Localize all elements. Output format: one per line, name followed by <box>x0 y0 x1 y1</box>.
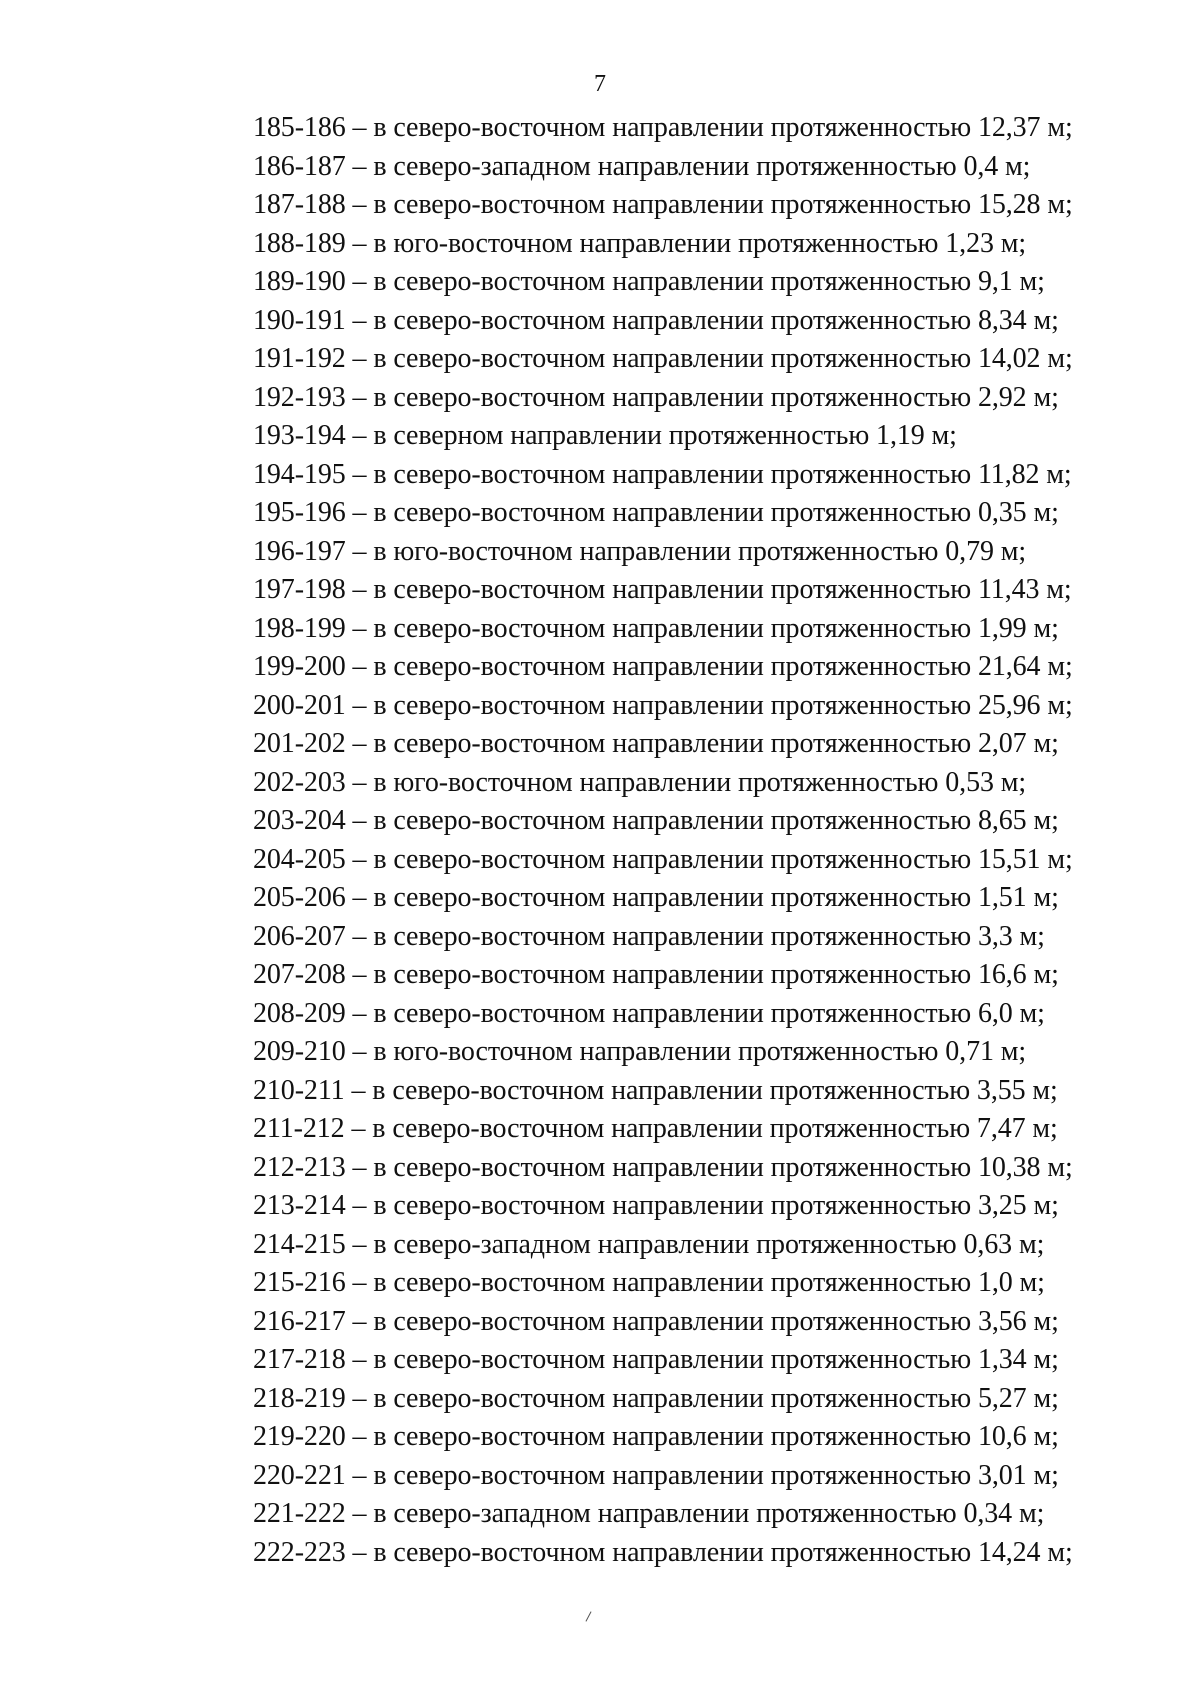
segment-line <box>253 1380 1153 1419</box>
segment-description: в северо-восточном направлении протяженностью 7,47 м; <box>372 1113 1058 1144</box>
segment-range: 185-186 <box>253 112 346 143</box>
segment-line <box>253 263 1153 302</box>
segment-separator: – <box>345 381 374 413</box>
segment-separator: – <box>345 805 374 836</box>
segment-description: в северо-восточном направлении протяженностью 0,35 м; <box>373 497 1059 528</box>
segment-line <box>253 648 1153 687</box>
segment-range: 202-203 <box>253 766 346 798</box>
segment-range: 215-216 <box>253 1267 346 1298</box>
segment-line <box>253 494 1153 533</box>
segment-separator: – <box>345 959 374 990</box>
segment-separator: – <box>345 882 374 913</box>
segment-line <box>253 879 1153 918</box>
segment-line <box>253 1264 1153 1303</box>
scan-mark <box>585 1611 591 1621</box>
segment-range: 216-217 <box>253 1305 346 1337</box>
segment-description: в северо-восточном направлении протяженностью 12,37 м; <box>373 112 1073 143</box>
segment-line <box>253 918 1153 957</box>
segment-range: 200-201 <box>253 689 346 721</box>
segment-description: в северо-восточном направлении протяженностью 3,55 м; <box>372 1074 1058 1106</box>
segment-separator: – <box>345 535 374 567</box>
segment-description: в юго-восточном направлении протяженностью 0,71 м; <box>373 1036 1027 1067</box>
segment-range: 194-195 <box>253 458 346 490</box>
segment-line <box>253 1226 1153 1265</box>
segment-separator: – <box>345 497 374 528</box>
segment-range: 197-198 <box>253 574 346 605</box>
segment-separator: – <box>345 112 374 143</box>
segment-separator: – <box>345 1421 374 1452</box>
segment-line <box>253 1418 1153 1457</box>
segment-separator: – <box>345 266 374 297</box>
segment-range: 188-189 <box>253 227 346 259</box>
segment-range: 198-199 <box>253 612 346 644</box>
segment-description: в северо-восточном направлении протяженностью 1,0 м; <box>373 1267 1045 1298</box>
segment-separator: – <box>344 1074 373 1106</box>
segment-separator: – <box>345 1036 374 1067</box>
segment-description: в северо-западном направлении протяженностью 0,63 м; <box>373 1228 1045 1260</box>
page-number: 7 <box>594 71 606 97</box>
segment-separator: – <box>345 227 374 259</box>
segment-line <box>253 109 1153 148</box>
segment-range: 219-220 <box>253 1421 346 1452</box>
segment-range: 187-188 <box>253 189 346 220</box>
segment-range: 218-219 <box>253 1382 346 1414</box>
segment-range: 214-215 <box>253 1228 346 1260</box>
segment-description: в северо-восточном направлении протяженностью 21,64 м; <box>373 651 1073 682</box>
segment-separator: – <box>345 728 374 759</box>
segment-line <box>253 302 1153 341</box>
segment-line <box>253 186 1153 225</box>
segment-line <box>253 1033 1153 1072</box>
segment-line <box>253 1341 1153 1380</box>
segment-range: 201-202 <box>253 728 346 759</box>
segment-line <box>253 1303 1153 1342</box>
segment-line <box>253 225 1153 264</box>
segment-description: в юго-восточном направлении протяженностью 1,23 м; <box>373 227 1027 259</box>
segment-separator: – <box>345 150 374 182</box>
segment-separator: – <box>345 1151 374 1183</box>
segment-range: 186-187 <box>253 150 346 182</box>
segment-separator: – <box>345 1536 374 1568</box>
segment-description: в северо-восточном направлении протяженностью 16,6 м; <box>373 959 1059 990</box>
segment-description: в северо-восточном направлении протяженностью 11,43 м; <box>373 574 1072 605</box>
segment-range: 222-223 <box>253 1536 346 1568</box>
segment-line <box>253 802 1153 841</box>
segment-range: 206-207 <box>253 920 346 952</box>
segment-range: 208-209 <box>253 997 346 1029</box>
segment-separator: – <box>345 420 374 451</box>
segment-separator: – <box>345 458 374 490</box>
segment-description: в северо-восточном направлении протяженностью 15,28 м; <box>373 189 1073 220</box>
segment-range: 209-210 <box>253 1036 346 1067</box>
segment-range: 192-193 <box>253 381 346 413</box>
segment-range: 189-190 <box>253 266 346 297</box>
segment-line <box>253 1495 1153 1534</box>
segment-separator: – <box>345 1228 374 1260</box>
segment-description: в северо-восточном направлении протяженностью 25,96 м; <box>373 689 1073 721</box>
segment-description: в юго-восточном направлении протяженностью 0,53 м; <box>373 766 1027 798</box>
segment-description: в северо-восточном направлении протяженностью 2,07 м; <box>373 728 1059 759</box>
segment-separator: – <box>344 1113 373 1144</box>
segment-description: в северо-восточном направлении протяженностью 14,24 м; <box>373 1536 1073 1568</box>
segment-line <box>253 687 1153 726</box>
segment-range: 199-200 <box>253 651 346 682</box>
segment-separator: – <box>345 997 374 1029</box>
segment-description: в северо-восточном направлении протяженностью 11,82 м; <box>373 458 1072 490</box>
segment-separator: – <box>345 189 374 220</box>
segment-range: 193-194 <box>253 420 346 451</box>
segment-range: 203-204 <box>253 805 346 836</box>
segment-range: 207-208 <box>253 959 346 990</box>
segment-line <box>253 1149 1153 1188</box>
segment-line <box>253 995 1153 1034</box>
segment-description: в северо-восточном направлении протяженностью 15,51 м; <box>373 843 1073 875</box>
segment-line <box>253 533 1153 572</box>
segment-separator: – <box>345 843 374 875</box>
segment-line <box>253 340 1153 379</box>
segment-line <box>253 148 1153 187</box>
segment-description: в северо-западном направлении протяженностью 0,4 м; <box>373 150 1031 182</box>
segment-line <box>253 764 1153 803</box>
segment-description: в северо-восточном направлении протяженностью 1,51 м; <box>373 882 1059 913</box>
segment-description: в северо-восточном направлении протяженностью 2,92 м; <box>373 381 1059 413</box>
segment-description: в северо-восточном направлении протяженностью 1,34 м; <box>373 1344 1059 1375</box>
segment-list <box>253 109 1153 1572</box>
segment-line <box>253 1457 1153 1496</box>
segment-separator: – <box>345 1267 374 1298</box>
segment-separator: – <box>345 1498 374 1529</box>
segment-description: в северо-восточном направлении протяженностью 3,25 м; <box>373 1190 1059 1221</box>
segment-range: 212-213 <box>253 1151 346 1183</box>
segment-line <box>253 725 1153 764</box>
segment-separator: – <box>345 1344 374 1375</box>
segment-separator: – <box>345 766 374 798</box>
segment-range: 191-192 <box>253 343 346 374</box>
segment-line <box>253 1534 1153 1573</box>
segment-line <box>253 417 1153 456</box>
segment-range: 213-214 <box>253 1190 346 1221</box>
segment-description: в северо-восточном направлении протяженностью 6,0 м; <box>373 997 1045 1029</box>
segment-range: 190-191 <box>253 304 346 336</box>
segment-separator: – <box>345 1190 374 1221</box>
segment-description: в юго-восточном направлении протяженностью 0,79 м; <box>373 535 1027 567</box>
segment-description: в северо-восточном направлении протяженностью 8,34 м; <box>373 304 1059 336</box>
segment-range: 210-211 <box>253 1074 345 1106</box>
segment-separator: – <box>345 343 374 374</box>
segment-separator: – <box>345 689 374 721</box>
segment-separator: – <box>345 574 374 605</box>
segment-description: в северо-западном направлении протяженностью 0,34 м; <box>373 1498 1045 1529</box>
segment-range: 195-196 <box>253 497 346 528</box>
segment-description: в северо-восточном направлении протяженностью 3,3 м; <box>373 920 1045 952</box>
segment-description: в северо-восточном направлении протяженностью 3,56 м; <box>373 1305 1059 1337</box>
segment-range: 221-222 <box>253 1498 346 1529</box>
segment-range: 211-212 <box>253 1113 345 1144</box>
segment-range: 205-206 <box>253 882 346 913</box>
segment-separator: – <box>345 920 374 952</box>
segment-description: в северо-восточном направлении протяженностью 1,99 м; <box>373 612 1059 644</box>
segment-line <box>253 841 1153 880</box>
segment-description: в северо-восточном направлении протяженностью 8,65 м; <box>373 805 1059 836</box>
segment-separator: – <box>345 1459 374 1491</box>
segment-description: в северо-восточном направлении протяженностью 10,6 м; <box>373 1421 1059 1452</box>
segment-separator: – <box>345 612 374 644</box>
segment-line <box>253 379 1153 418</box>
segment-line <box>253 1110 1153 1149</box>
segment-line <box>253 571 1153 610</box>
segment-line <box>253 610 1153 649</box>
segment-description: в северном направлении протяженностью 1,19 м; <box>373 420 957 451</box>
segment-description: в северо-восточном направлении протяженностью 10,38 м; <box>373 1151 1073 1183</box>
segment-range: 196-197 <box>253 535 346 567</box>
segment-separator: – <box>345 651 374 682</box>
segment-description: в северо-восточном направлении протяженностью 9,1 м; <box>373 266 1045 297</box>
segment-line <box>253 1187 1153 1226</box>
segment-range: 220-221 <box>253 1459 346 1491</box>
segment-separator: – <box>345 304 374 336</box>
segment-separator: – <box>345 1382 374 1414</box>
segment-line <box>253 956 1153 995</box>
segment-description: в северо-восточном направлении протяженностью 5,27 м; <box>373 1382 1059 1414</box>
segment-range: 217-218 <box>253 1344 346 1375</box>
segment-line <box>253 1072 1153 1111</box>
segment-description: в северо-восточном направлении протяженностью 14,02 м; <box>373 343 1073 374</box>
segment-separator: – <box>345 1305 374 1337</box>
segment-description: в северо-восточном направлении протяженностью 3,01 м; <box>373 1459 1059 1491</box>
segment-range: 204-205 <box>253 843 346 875</box>
segment-line <box>253 456 1153 495</box>
